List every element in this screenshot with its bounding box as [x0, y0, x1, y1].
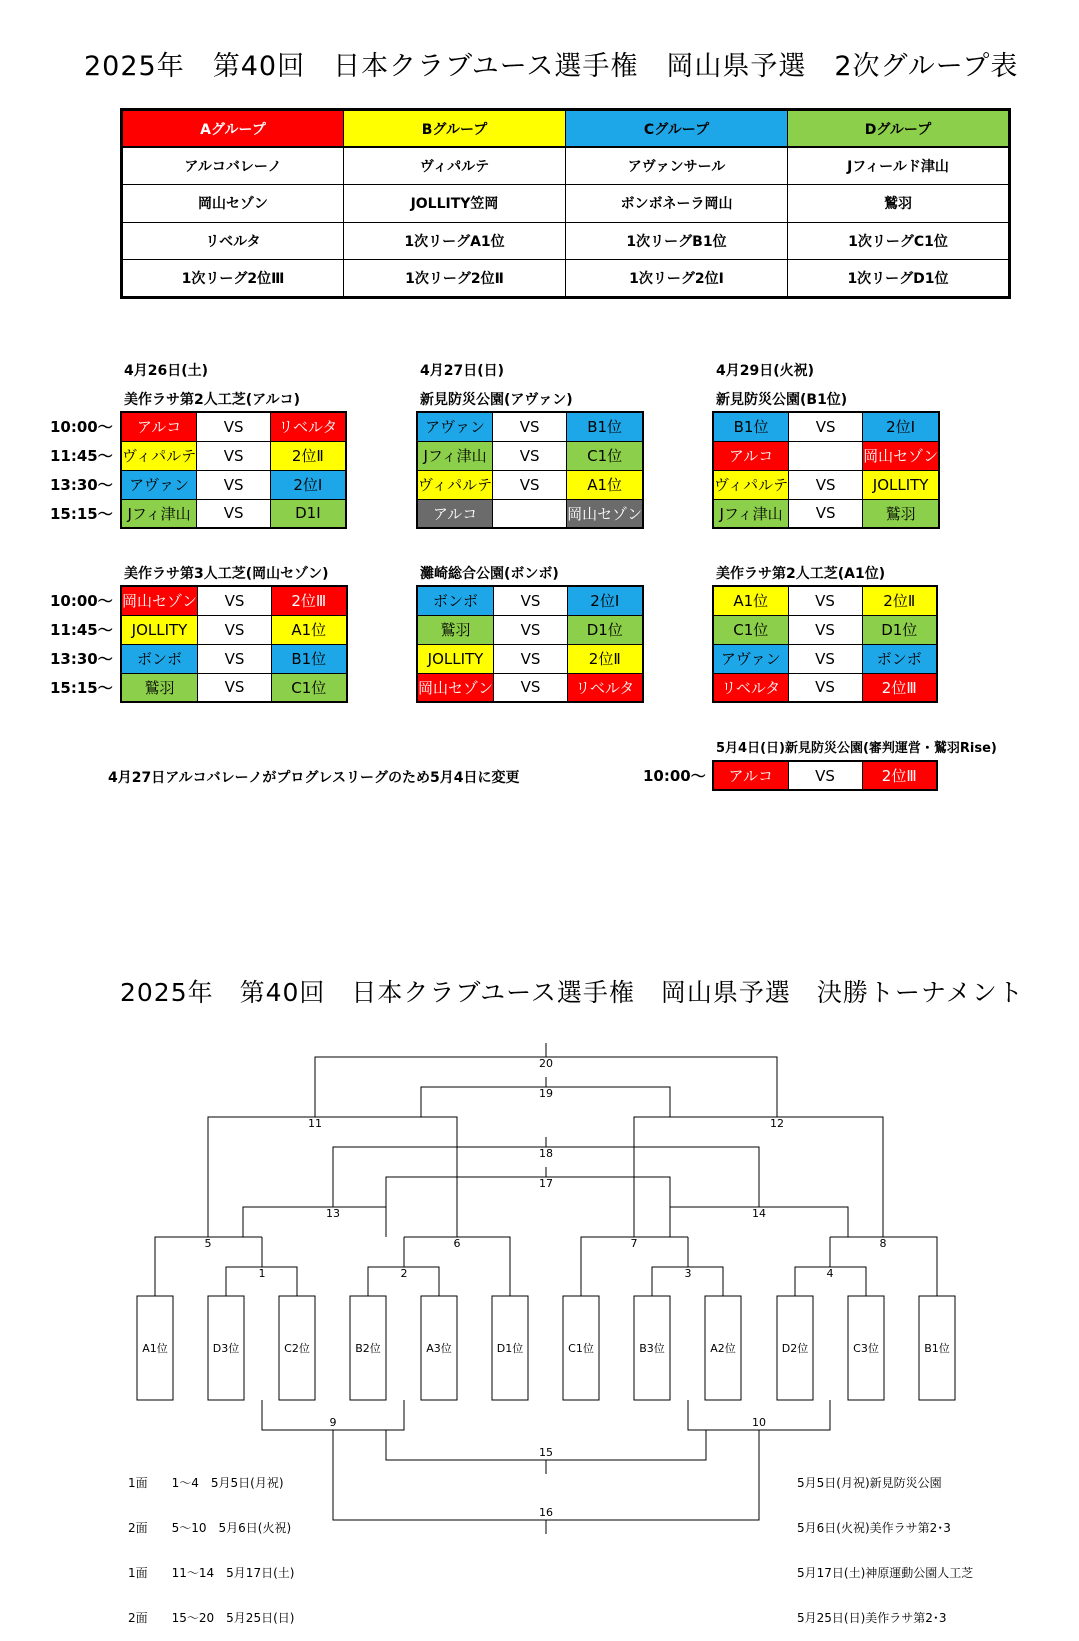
- away-team: 岡山セゾン: [567, 499, 644, 528]
- vs-label: VS: [789, 499, 863, 528]
- group-cell: JOLLITY笠岡: [344, 185, 566, 223]
- legend-line: 5月17日(土)神原運動公園人工芝: [797, 1566, 974, 1580]
- away-team: A1位: [272, 615, 347, 644]
- time-column: [50, 413, 113, 529]
- tournament-title: 2025年 第40回 日本クラブユース選手権 岡山県予選 決勝トーナメント: [120, 978, 1024, 1007]
- legend-line: 1面 1～4 5月5日(月祝): [128, 1476, 284, 1490]
- kickoff-time: 11:45～: [50, 621, 113, 639]
- kickoff-time: 13:30～: [50, 476, 113, 494]
- match-number: 15: [539, 1446, 553, 1459]
- match-table: [712, 585, 938, 703]
- vs-label: VS: [198, 644, 272, 673]
- home-team: アヴァン: [417, 412, 493, 441]
- legend-left: [128, 1446, 294, 1641]
- away-team: D1Ⅰ: [271, 499, 346, 528]
- away-team: D1位: [568, 615, 643, 644]
- match-number: 4: [826, 1267, 834, 1280]
- home-team: Jフィ津山: [713, 499, 789, 528]
- venue-name: 美作ラサ第2人工芝(アルコ): [124, 392, 300, 408]
- away-team: 2位Ⅲ: [272, 586, 347, 615]
- match-table: [120, 411, 347, 529]
- away-team: JOLLITY: [863, 470, 940, 499]
- team-label: A1位: [142, 1342, 168, 1355]
- vs-label: VS: [493, 499, 567, 528]
- group-cell: 1次リーグA1位: [344, 222, 566, 260]
- vs-label: [789, 441, 863, 470]
- match-number: 9: [329, 1416, 337, 1429]
- vs-label: VS: [789, 412, 863, 441]
- match-table: [712, 411, 940, 529]
- group-cell: 1次リーグ2位Ⅲ: [122, 260, 344, 298]
- group-cell: ボンボネーラ岡山: [566, 185, 788, 223]
- away-team: 2位Ⅰ: [863, 412, 940, 441]
- away-team: D1位: [862, 615, 937, 644]
- bracket-line: [386, 1177, 670, 1207]
- venue-name: 灘崎総合公園(ボンボ): [420, 566, 559, 582]
- legend-line: 1面 11～14 5月17日(土): [128, 1566, 295, 1580]
- home-team: Jフィ津山: [417, 441, 493, 470]
- day-date: 4月27日(日): [420, 363, 505, 379]
- time-column: [50, 587, 113, 703]
- vs-label: VS: [197, 499, 271, 528]
- group-cell: アヴァンサール: [566, 147, 788, 185]
- match-number: 17: [539, 1177, 553, 1190]
- match-number: 11: [308, 1117, 322, 1130]
- home-team: Jフィ津山: [121, 499, 197, 528]
- match-number: 2: [400, 1267, 408, 1280]
- group-cell: 1次リーグD1位: [788, 260, 1010, 298]
- vs-label: VS: [493, 470, 567, 499]
- home-team: 岡山セゾン: [121, 586, 198, 615]
- home-team: C1位: [713, 615, 788, 644]
- vs-label: VS: [197, 412, 271, 441]
- extra-venue: 5月4日(日)新見防災公園(審判運営・鷲羽Rise): [716, 741, 997, 756]
- venue-name: 新見防災公園(B1位): [716, 392, 848, 408]
- team-label: D3位: [212, 1342, 240, 1355]
- team-label: C3位: [853, 1342, 879, 1355]
- match-table: [416, 411, 644, 529]
- team-label: A2位: [710, 1342, 736, 1355]
- match-number: 19: [539, 1087, 553, 1100]
- group-c-header: Cグループ: [566, 110, 788, 148]
- group-b-header: Bグループ: [344, 110, 566, 148]
- group-d-header: Dグループ: [788, 110, 1010, 148]
- vs-label: VS: [198, 586, 272, 615]
- match-number: 20: [539, 1057, 553, 1070]
- extra-match-table: [712, 760, 938, 791]
- match-number: 3: [684, 1267, 692, 1280]
- kickoff-time: 15:15～: [50, 505, 113, 523]
- home-team: ヴィパルテ: [713, 470, 789, 499]
- match-number: 1: [258, 1267, 266, 1280]
- legend-line: 2面 15～20 5月25日(日): [128, 1611, 295, 1625]
- group-table: [120, 108, 1011, 299]
- home-team: リベルタ: [713, 673, 788, 702]
- venue-name: 新見防災公園(アヴァン): [420, 392, 573, 408]
- away-team: 鷲羽: [863, 499, 940, 528]
- match-number: 14: [752, 1207, 766, 1220]
- match-number: 8: [879, 1237, 887, 1250]
- home-team: A1位: [713, 586, 788, 615]
- away-team: A1位: [567, 470, 644, 499]
- team-label: D2位: [781, 1342, 809, 1355]
- team-label: B1位: [924, 1342, 950, 1355]
- legend-line: 5月6日(火祝)美作ラサ第2･3: [797, 1521, 951, 1535]
- home-team: アルコ: [713, 441, 789, 470]
- match-number: 10: [752, 1416, 766, 1429]
- home-team: 鷲羽: [121, 673, 198, 702]
- change-note: 4月27日アルコバレーノがプログレスリーグのため5月4日に変更: [108, 770, 520, 786]
- group-cell: 岡山セゾン: [122, 185, 344, 223]
- group-cell: ヴィパルテ: [344, 147, 566, 185]
- away-team: 2位Ⅱ: [862, 586, 937, 615]
- away-team: リベルタ: [568, 673, 643, 702]
- group-cell: リベルタ: [122, 222, 344, 260]
- team-label: B3位: [639, 1342, 665, 1355]
- team-label: B2位: [355, 1342, 381, 1355]
- match-number: 12: [770, 1117, 784, 1130]
- away-team: 2位Ⅱ: [271, 441, 346, 470]
- home-team: アルコ: [713, 761, 788, 790]
- vs-label: VS: [494, 644, 568, 673]
- away-team: 2位Ⅲ: [862, 761, 937, 790]
- group-cell: 1次リーグ2位Ⅰ: [566, 260, 788, 298]
- kickoff-time: 13:30～: [50, 650, 113, 668]
- group-cell: 1次リーグB1位: [566, 222, 788, 260]
- match-number: 16: [539, 1506, 553, 1519]
- vs-label: VS: [197, 470, 271, 499]
- home-team: ボンボ: [417, 586, 494, 615]
- kickoff-time: 11:45～: [50, 447, 113, 465]
- extra-time: [643, 762, 706, 791]
- home-team: 鷲羽: [417, 615, 494, 644]
- home-team: 岡山セゾン: [417, 673, 494, 702]
- match-number: 6: [453, 1237, 461, 1250]
- kickoff-time: 15:15～: [50, 679, 113, 697]
- venue-name: 美作ラサ第3人工芝(岡山セゾン): [124, 566, 329, 582]
- home-team: B1位: [713, 412, 789, 441]
- away-team: B1位: [567, 412, 644, 441]
- match-number: 18: [539, 1147, 553, 1160]
- match-number: 5: [204, 1237, 212, 1250]
- vs-label: VS: [198, 673, 272, 702]
- vs-label: VS: [788, 673, 862, 702]
- vs-label: VS: [788, 761, 862, 790]
- match-table: [120, 585, 348, 703]
- home-team: アルコ: [121, 412, 197, 441]
- home-team: ヴィパルテ: [121, 441, 197, 470]
- team-label: A3位: [426, 1342, 452, 1355]
- group-cell: 1次リーグ2位Ⅱ: [344, 260, 566, 298]
- home-team: アルコ: [417, 499, 493, 528]
- kickoff-time: 10:00～: [50, 418, 113, 436]
- away-team: 2位Ⅰ: [568, 586, 643, 615]
- day-date: 4月26日(土): [124, 363, 209, 379]
- vs-label: VS: [494, 615, 568, 644]
- group-cell: 1次リーグC1位: [788, 222, 1010, 260]
- team-label: D1位: [496, 1342, 524, 1355]
- vs-label: VS: [788, 586, 862, 615]
- venue-name: 美作ラサ第2人工芝(A1位): [716, 566, 886, 582]
- away-team: C1位: [567, 441, 644, 470]
- bracket-line: [243, 1207, 386, 1237]
- home-team: アヴァン: [121, 470, 197, 499]
- kickoff-time: 10:00～: [643, 767, 706, 785]
- group-cell: 鷲羽: [788, 185, 1010, 223]
- away-team: C1位: [272, 673, 347, 702]
- home-team: JOLLITY: [417, 644, 494, 673]
- away-team: リベルタ: [271, 412, 346, 441]
- away-team: B1位: [272, 644, 347, 673]
- legend-right: [797, 1446, 973, 1641]
- away-team: ボンボ: [862, 644, 937, 673]
- vs-label: VS: [788, 644, 862, 673]
- home-team: JOLLITY: [121, 615, 198, 644]
- vs-label: VS: [493, 441, 567, 470]
- match-table: [416, 585, 644, 703]
- legend-line: 5月25日(日)美作ラサ第2･3: [797, 1611, 947, 1625]
- legend-line: 5月5日(月祝)新見防災公園: [797, 1476, 942, 1490]
- vs-label: VS: [198, 615, 272, 644]
- match-number: 7: [630, 1237, 638, 1250]
- group-cell: アルコバレーノ: [122, 147, 344, 185]
- team-label: C2位: [284, 1342, 310, 1355]
- vs-label: VS: [789, 470, 863, 499]
- home-team: ヴィパルテ: [417, 470, 493, 499]
- away-team: 岡山セゾン: [863, 441, 940, 470]
- away-team: 2位Ⅲ: [862, 673, 937, 702]
- away-team: 2位Ⅱ: [568, 644, 643, 673]
- vs-label: VS: [197, 441, 271, 470]
- group-title: 2025年 第40回 日本クラブユース選手権 岡山県予選 2次グループ表: [84, 51, 1019, 82]
- home-team: ボンボ: [121, 644, 198, 673]
- vs-label: VS: [494, 673, 568, 702]
- vs-label: VS: [788, 615, 862, 644]
- home-team: アヴァン: [713, 644, 788, 673]
- vs-label: VS: [494, 586, 568, 615]
- away-team: 2位Ⅰ: [271, 470, 346, 499]
- kickoff-time: 10:00～: [50, 592, 113, 610]
- day-date: 4月29日(火祝): [716, 363, 815, 379]
- team-label: C1位: [568, 1342, 594, 1355]
- group-cell: Jフィールド津山: [788, 147, 1010, 185]
- match-number: 13: [326, 1207, 340, 1220]
- legend-line: 2面 5～10 5月6日(火祝): [128, 1521, 292, 1535]
- vs-label: VS: [493, 412, 567, 441]
- group-a-header: Aグループ: [122, 110, 344, 148]
